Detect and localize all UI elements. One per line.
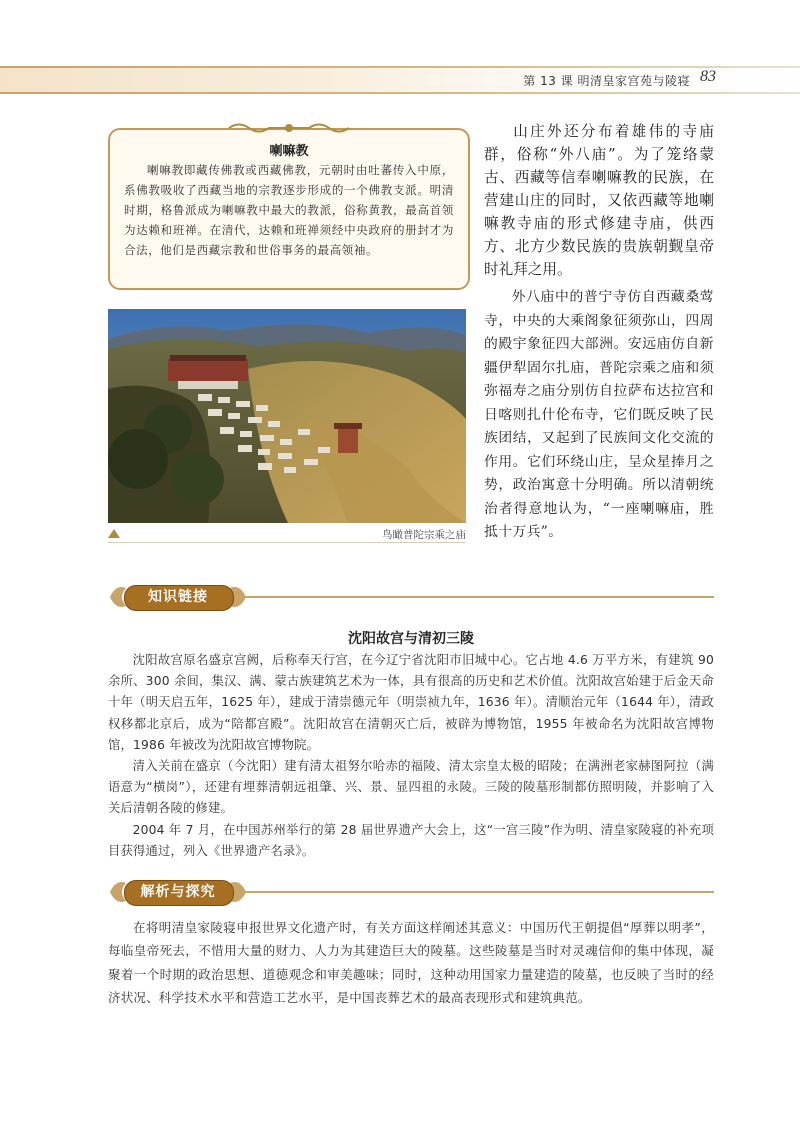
glossary-title: 喇嘛教 (269, 144, 309, 159)
temple-photo (108, 309, 466, 523)
paragraph: 外八庙中的普宁寺仿自西藏桑莺寺，中央的大乘阁象征须弥山，四周的殿宇象征四大部洲。安远庙仿自新疆伊犁固尔扎庙，普陀宗乘之庙和须弥福寿之庙分别仿自拉萨布达拉宫和日喀则扎什伦布寺，它们既反映了民族团结，又起到了民族间文化交流的作用。它们环绕山庄，呈众星捧月之势，政治寓意十分明确。所以清朝统治者得意地认为，“一座喇嘛庙，胜抵十万兵”。 (484, 289, 714, 540)
knowledge-link-badge (108, 580, 248, 614)
knowledge-link-label: 知识链接 (148, 589, 208, 605)
temple-landscape-image (108, 309, 466, 523)
header-rule-top (0, 66, 800, 68)
page-header (0, 58, 800, 96)
lesson-title: 第 13 课 明清皇家宫苑与陵寝 (523, 74, 690, 88)
knowledge-link-header (108, 580, 714, 614)
header-rule-bottom (0, 92, 800, 94)
section-rule (228, 596, 714, 598)
caption-marker-icon (108, 529, 120, 538)
paragraph: 在将明清皇家陵寝申报世界文化遗产时，有关方面这样阐述其意义：中国历代王朝提倡“厚葬以明孝”，每临皇帝死去，不惜用大量的财力、人力为其建造巨大的陵墓。这些陵墓是当时对灵魂信仰的集中体现，凝聚着一个时期的政治思想、道德观念和审美趣味；同时，这种动用国家力量建造的陵墓，也反映了当时的经济状况、科学技术水平和营造工艺水平，是中国丧葬艺术的最高表现形式和建筑典范。 (108, 920, 714, 1006)
photo-caption: 鸟瞰普陀宗乘之庙 (382, 529, 466, 541)
page-number: 83 (700, 68, 716, 85)
glossary-text: 喇嘛教即藏传佛教或西藏佛教，元朝时由吐蕃传入中原，系佛教吸收了西藏当地的宗教逐步形成的一个佛教支派。明清时期，格鲁派成为喇嘛教中最大的教派，俗称黄教，最高首领为达赖和班禅。在清代，达赖和班禅须经中央政府的册封才为合法，他们是西藏宗教和世俗事务的最高领袖。 (124, 163, 454, 257)
paragraph: 山庄外还分布着雄伟的寺庙群，俗称“外八庙”。为了笼络蒙古、西藏等信奉喇嘛教的民族，在营建山庄的同时，又依西藏等地喇嘛教寺庙的形式修建寺庙，供西方、北方少数民族的贵族朝觐皇帝时礼拜之用。 (484, 123, 714, 278)
article-body (108, 650, 714, 862)
analysis-badge (108, 875, 248, 909)
analysis-body (108, 916, 714, 1010)
scroll-ornament-icon (227, 121, 351, 135)
photo-caption-row (108, 526, 466, 543)
analysis-label: 解析与探究 (140, 884, 216, 900)
paragraph: 2004 年 7 月，在中国苏州举行的第 28 届世界遗产大会上，这“一宫三陵”作为明、清皇家陵寝的补充项目获得通过，列入《世界遗产名录》。 (108, 822, 714, 858)
paragraph: 清入关前在盛京（今沈阳）建有清太祖努尔哈赤的福陵、清太宗皇太极的昭陵；在满洲老家赫图阿拉（满语意为“横岗”），还建有埋葬清朝远祖肇、兴、景、显四祖的永陵。三陵的陵墓形制都仿照明陵，并影响了入关后清朝各陵的修建。 (108, 759, 714, 816)
section-rule (228, 891, 714, 893)
paragraph: 沈阳故宫原名盛京宫阙，后称奉天行宫，在今辽宁省沈阳市旧城中心。它占地 4.6 万平方米，有建筑 90 余所、300 余间，集汉、满、蒙古族建筑艺术为一体，具有很高的历史和艺术价值。沈阳故宫始建于后金天命十年（明天启五年，1625 年），建成于清崇德元年（明崇祯九年，1636 年）。清顺治元年（1644 年），清政权移都北京后，成为“陪都宫殿”。沈阳故宫在清朝灭亡后，被辟为博物馆，1955 年被命名为沈阳故宫博物馆，1986 年被改为沈阳故宫博物院。 (108, 653, 714, 752)
main-text-column (484, 120, 714, 550)
analysis-header (108, 875, 714, 909)
article-title: 沈阳故宫与清初三陵 (348, 631, 474, 647)
glossary-box (108, 128, 470, 290)
